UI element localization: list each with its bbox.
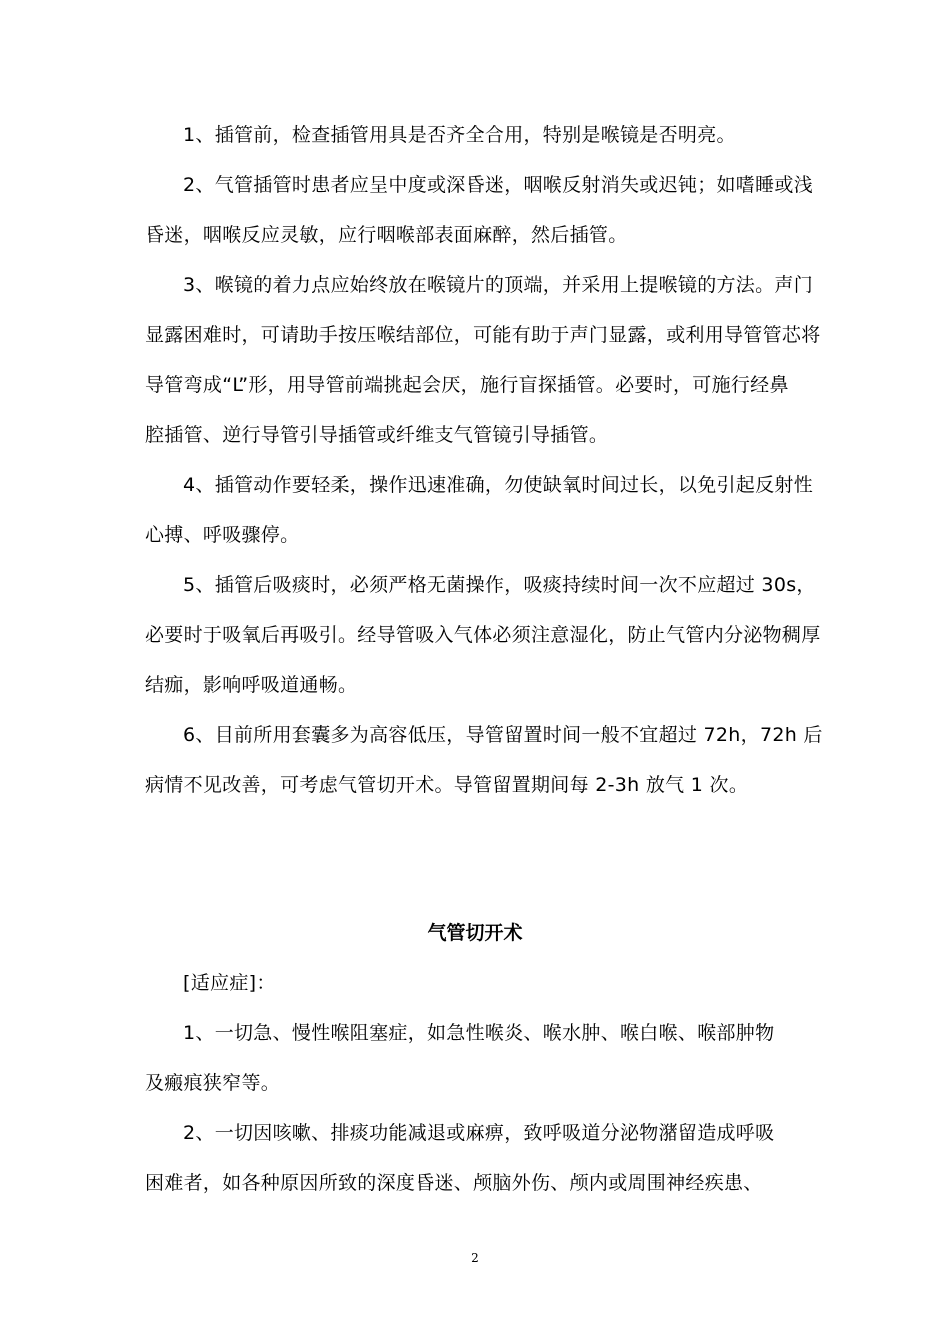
- paragraph-line: 5、插管后吸痰时，必须严格无菌操作，吸痰持续时间一次不应超过 30s，: [183, 574, 816, 596]
- paragraph-line: 导管弯成“L”形，用导管前端挑起会厌，施行盲探插管。必要时，可施行经鼻: [145, 374, 789, 396]
- page-number: 2: [471, 1251, 479, 1265]
- paragraph-line: 2、一切因咳嗽、排痰功能减退或麻痹，致呼吸道分泌物潴留造成呼吸: [183, 1122, 775, 1144]
- paragraph-line: 4、插管动作要轻柔，操作迅速准确，勿使缺氧时间过长，以免引起反射性: [183, 474, 813, 496]
- paragraph-line: 2、气管插管时患者应呈中度或深昏迷，咽喉反射消失或迟钝；如嗜睡或浅: [183, 174, 813, 196]
- paragraph-line: 腔插管、逆行导管引导插管或纤维支气管镜引导插管。: [145, 424, 609, 446]
- paragraph-line: 结痂，影响呼吸道通畅。: [145, 674, 358, 696]
- paragraph-line: 1、插管前，检查插管用具是否齐全合用，特别是喉镜是否明亮。: [183, 124, 736, 146]
- paragraph-line: 6、目前所用套囊多为高容低压，导管留置时间一般不宜超过 72h，72h 后: [183, 724, 823, 746]
- paragraph-line: 及瘢痕狭窄等。: [145, 1072, 281, 1094]
- paragraph-line: 病情不见改善，可考虑气管切开术。导管留置期间每 2-3h 放气 1 次。: [145, 774, 749, 796]
- section-title: 气管切开术: [427, 922, 523, 944]
- paragraph-line: 昏迷，咽喉反应灵敏，应行咽喉部表面麻醉，然后插管。: [145, 224, 628, 246]
- paragraph-line: 心搏、呼吸骤停。: [145, 524, 300, 546]
- paragraph-line: 必要时于吸氧后再吸引。经导管吸入气体必须注意湿化，防止气管内分泌物稠厚: [145, 624, 821, 646]
- paragraph-line: 显露困难时，可请助手按压喉结部位，可能有助于声门显露，或利用导管管芯将: [145, 324, 821, 346]
- paragraph-line: 1、一切急、慢性喉阻塞症，如急性喉炎、喉水肿、喉白喉、喉部肿物: [183, 1022, 775, 1044]
- paragraph-line: 困难者，如各种原因所致的深度昏迷、颅脑外伤、颅内或周围神经疾患、: [145, 1172, 763, 1194]
- section-subtitle: [适应症]：: [183, 972, 276, 994]
- paragraph-line: 3、喉镜的着力点应始终放在喉镜片的顶端，并采用上提喉镜的方法。声门: [183, 274, 813, 296]
